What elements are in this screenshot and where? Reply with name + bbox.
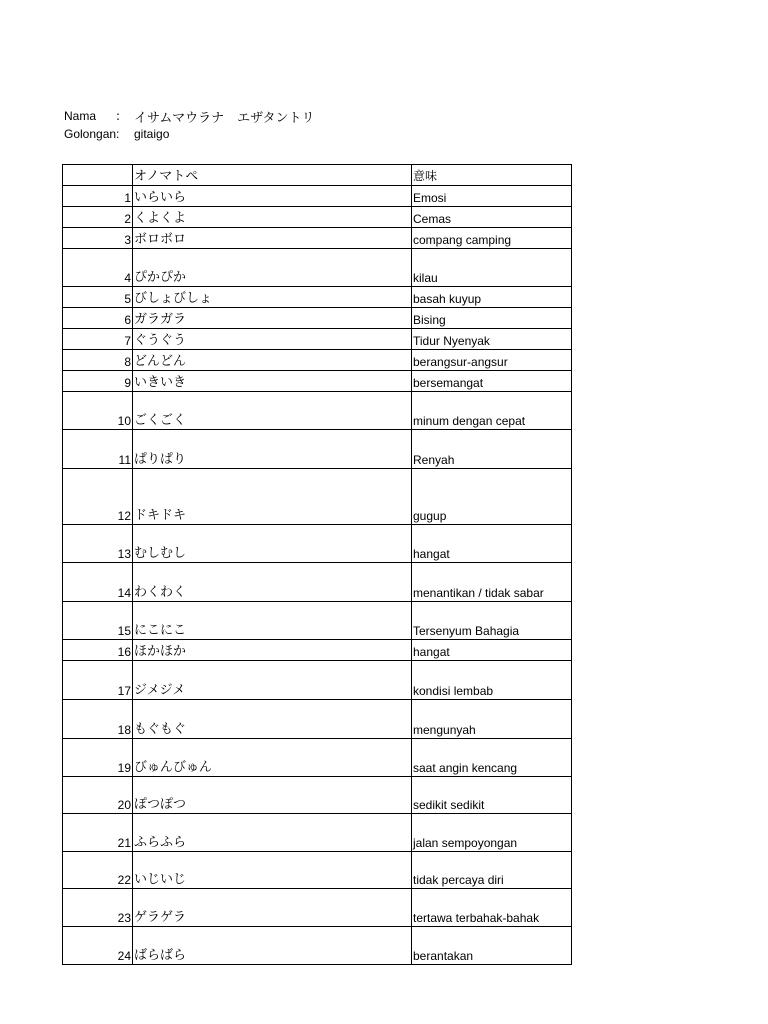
row-number: 19 [63, 739, 133, 777]
row-number: 1 [63, 186, 133, 207]
row-onomatopoeia: ドキドキ [133, 469, 412, 525]
row-number: 6 [63, 308, 133, 329]
row-onomatopoeia: いきいき [133, 371, 412, 392]
row-meaning: Bising [412, 308, 572, 329]
table-row [63, 350, 572, 371]
table-row [63, 661, 572, 700]
student-info [64, 107, 314, 143]
row-onomatopoeia: ぐうぐう [133, 329, 412, 350]
row-number: 22 [63, 852, 133, 889]
table-row [63, 228, 572, 249]
name-label: Nama [64, 109, 97, 123]
row-number: 9 [63, 371, 133, 392]
row-meaning: saat angin kencang [412, 739, 572, 777]
row-meaning: basah kuyup [412, 287, 572, 308]
row-meaning: tidak percaya diri [412, 852, 572, 889]
row-meaning: minum dengan cepat [412, 392, 572, 430]
row-meaning: kondisi lembab [412, 661, 572, 700]
row-number: 3 [63, 228, 133, 249]
row-number: 13 [63, 525, 133, 563]
row-meaning: Tidur Nyenyak [412, 329, 572, 350]
row-onomatopoeia: いらいら [133, 186, 412, 207]
table-row [63, 739, 572, 777]
row-number: 23 [63, 889, 133, 927]
row-onomatopoeia: いじいじ [133, 852, 412, 889]
table-row [63, 371, 572, 392]
table-row [63, 525, 572, 563]
table-row [63, 430, 572, 469]
row-onomatopoeia: ぱりぱり [133, 430, 412, 469]
row-number: 10 [63, 392, 133, 430]
row-meaning: Tersenyum Bahagia [412, 602, 572, 640]
table-row [63, 207, 572, 228]
table-row [63, 186, 572, 207]
row-meaning: menantikan / tidak sabar [412, 563, 572, 602]
table-row [63, 563, 572, 602]
row-onomatopoeia: ごくごく [133, 392, 412, 430]
row-number: 17 [63, 661, 133, 700]
row-number: 12 [63, 469, 133, 525]
onomatopoeia-table [62, 164, 572, 965]
name-line: Nama : イサムマウラナ エザタントリ [64, 107, 314, 125]
header-cell-meaning: 意味 [412, 165, 572, 186]
row-number: 8 [63, 350, 133, 371]
table-row [63, 777, 572, 814]
row-meaning: Cemas [412, 207, 572, 228]
row-meaning: hangat [412, 525, 572, 563]
row-meaning: tertawa terbahak-bahak [412, 889, 572, 927]
group-label: Golongan: [64, 127, 120, 141]
row-number: 11 [63, 430, 133, 469]
table-row [63, 287, 572, 308]
row-onomatopoeia: びしょびしょ [133, 287, 412, 308]
row-onomatopoeia: ぴかぴか [133, 249, 412, 287]
row-number: 16 [63, 640, 133, 661]
table-header-row [63, 165, 572, 186]
header-cell-number [63, 165, 133, 186]
row-onomatopoeia: わくわく [133, 563, 412, 602]
row-onomatopoeia: にこにこ [133, 602, 412, 640]
row-meaning: gugup [412, 469, 572, 525]
row-onomatopoeia: びゅんびゅん [133, 739, 412, 777]
row-number: 2 [63, 207, 133, 228]
row-meaning: berangsur-angsur [412, 350, 572, 371]
row-onomatopoeia: むしむし [133, 525, 412, 563]
row-number: 18 [63, 700, 133, 739]
row-onomatopoeia: ふらふら [133, 814, 412, 852]
table-row [63, 640, 572, 661]
row-onomatopoeia: ゲラゲラ [133, 889, 412, 927]
table-row [63, 392, 572, 430]
row-number: 14 [63, 563, 133, 602]
table-row [63, 700, 572, 739]
row-number: 7 [63, 329, 133, 350]
row-meaning: sedikit sedikit [412, 777, 572, 814]
row-onomatopoeia: くよくよ [133, 207, 412, 228]
table-row [63, 249, 572, 287]
student-name: イサムマウラナ エザタントリ [134, 110, 315, 126]
row-onomatopoeia: ガラガラ [133, 308, 412, 329]
table-row [63, 602, 572, 640]
table-row [63, 852, 572, 889]
row-onomatopoeia: どんどん [133, 350, 412, 371]
table-row [63, 308, 572, 329]
row-meaning: jalan sempoyongan [412, 814, 572, 852]
row-onomatopoeia: ボロボロ [133, 228, 412, 249]
row-onomatopoeia: ジメジメ [133, 661, 412, 700]
header-cell-onomatopoeia: オノマトペ [133, 165, 412, 186]
row-number: 5 [63, 287, 133, 308]
table-row [63, 889, 572, 927]
row-onomatopoeia: ぽつぽつ [133, 777, 412, 814]
row-meaning: bersemangat [412, 371, 572, 392]
group-line [64, 125, 314, 143]
row-number: 20 [63, 777, 133, 814]
row-number: 21 [63, 814, 133, 852]
row-meaning: kilau [412, 249, 572, 287]
row-number: 24 [63, 927, 133, 965]
row-onomatopoeia: ばらばら [133, 927, 412, 965]
table-row [63, 329, 572, 350]
group-value: gitaigo [134, 127, 170, 141]
row-meaning: mengunyah [412, 700, 572, 739]
row-onomatopoeia: ほかほか [133, 640, 412, 661]
row-meaning: Renyah [412, 430, 572, 469]
row-meaning: berantakan [412, 927, 572, 965]
table-row [63, 814, 572, 852]
row-meaning: Emosi [412, 186, 572, 207]
table-row [63, 469, 572, 525]
table-row [63, 927, 572, 965]
row-meaning: compang camping [412, 228, 572, 249]
row-number: 15 [63, 602, 133, 640]
row-number: 4 [63, 249, 133, 287]
row-onomatopoeia: もぐもぐ [133, 700, 412, 739]
row-meaning: hangat [412, 640, 572, 661]
